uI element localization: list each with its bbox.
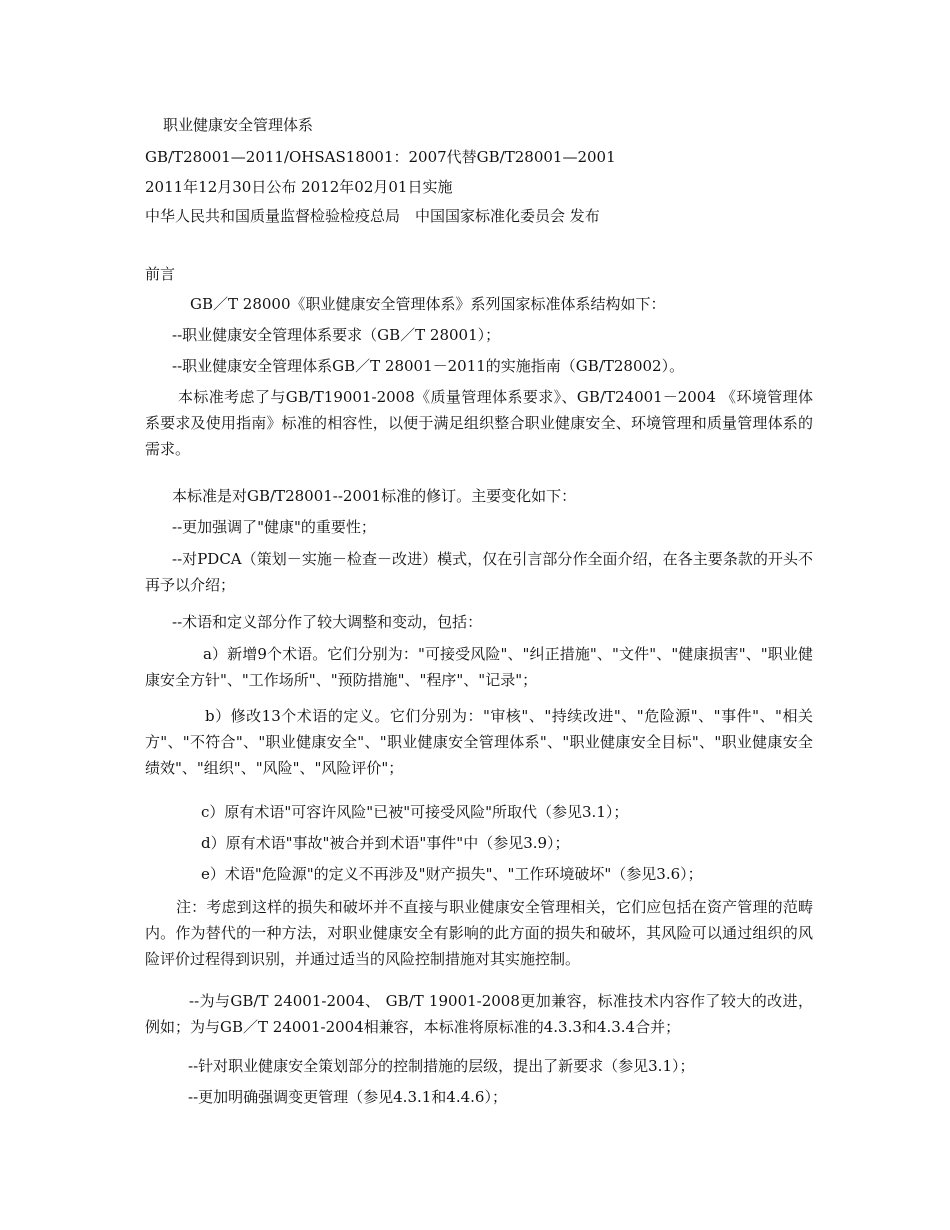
- change-compatibility: --为与GB/T 24001-2004、 GB/T 19001-2008更加兼容，标准技术内容作了较大的改进，例如；为与GB／T 24001-2004相兼容，本标准将原标准的4.3.3和4.3.4合并；: [145, 992, 813, 1036]
- issuing-bodies: 中华人民共和国质量监督检验检疫总局 中国国家标准化委员会 发布: [145, 207, 600, 225]
- standard-number: GB/T28001—2011/OHSAS18001：2007代替GB/T28001—2001: [145, 148, 616, 166]
- term-item-e: e）术语"危险源"的定义不再涉及"财产损失"、"工作环境破坏"（参见3.6）；: [201, 865, 703, 883]
- change-pdca: --对PDCA（策划－实施－检查－改进）模式，仅在引言部分作全面介绍，在各主要条款的开头不再予以介绍；: [145, 550, 813, 594]
- term-item-b: b）修改13个术语的定义。它们分别为："审核"、"持续改进"、"危险源"、"事件"、"相关方"、"不符合"、"职业健康安全"、"职业健康安全管理体系"、"职业健康安全目标"、"职业健康安全绩效"、"组织"、"风险"、"风险评价"；: [145, 707, 813, 777]
- term-item-c: c）原有术语"可容许风险"已被"可接受风险"所取代（参见3.1）；: [201, 803, 629, 821]
- change-terms: --术语和定义部分作了较大调整和变动，包括：: [172, 613, 483, 631]
- change-health: --更加强调了"健康"的重要性；: [172, 518, 376, 536]
- change-controls: --针对职业健康安全策划部分的控制措施的层级，提出了新要求（参见3.1）；: [188, 1057, 695, 1075]
- term-item-a: a）新增9个术语。它们分别为："可接受风险"、"纠正措施"、"文件"、"健康损害"、"职业健康安全方针"、"工作场所"、"预防措施"、"程序"、"记录"；: [145, 645, 813, 689]
- change-management: --更加明确强调变更管理（参见4.3.1和4.4.6）；: [188, 1088, 507, 1106]
- note-paragraph: 注：考虑到这样的损失和破坏并不直接与职业健康安全管理相关，它们应包括在资产管理的范畴内。作为替代的一种方法，对职业健康安全有影响的此方面的损失和破坏，其风险可以通过组织的风险评价过程得到识别，并通过适当的风险控制措施对其实施控制。: [145, 898, 813, 968]
- term-item-d: d）原有术语"事故"被合并到术语"事件"中（参见3.9）；: [201, 834, 570, 852]
- publish-dates: 2011年12月30日公布 2012年02月01日实施: [145, 178, 453, 196]
- series-item-1: --职业健康安全管理体系要求（GB／T 28001）；: [172, 326, 501, 344]
- series-item-2: --职业健康安全管理体系GB／T 28001－2011的实施指南（GB/T28002）。: [172, 357, 685, 375]
- series-intro: GB／T 28000《职业健康安全管理体系》系列国家标准体系结构如下：: [190, 295, 666, 313]
- compatibility-paragraph: 本标准考虑了与GB/T19001-2008《质量管理体系要求》、GB/T24001－2004 《环境管理体系要求及使用指南》标准的相容性，以便于满足组织整合职业健康安全、环境管理和质量管理体系的需求。: [145, 388, 813, 458]
- foreword-heading: 前言: [145, 265, 176, 283]
- revision-intro: 本标准是对GB/T28001--2001标准的修订。主要变化如下：: [172, 487, 577, 505]
- document-title: 职业健康安全管理体系: [163, 116, 314, 134]
